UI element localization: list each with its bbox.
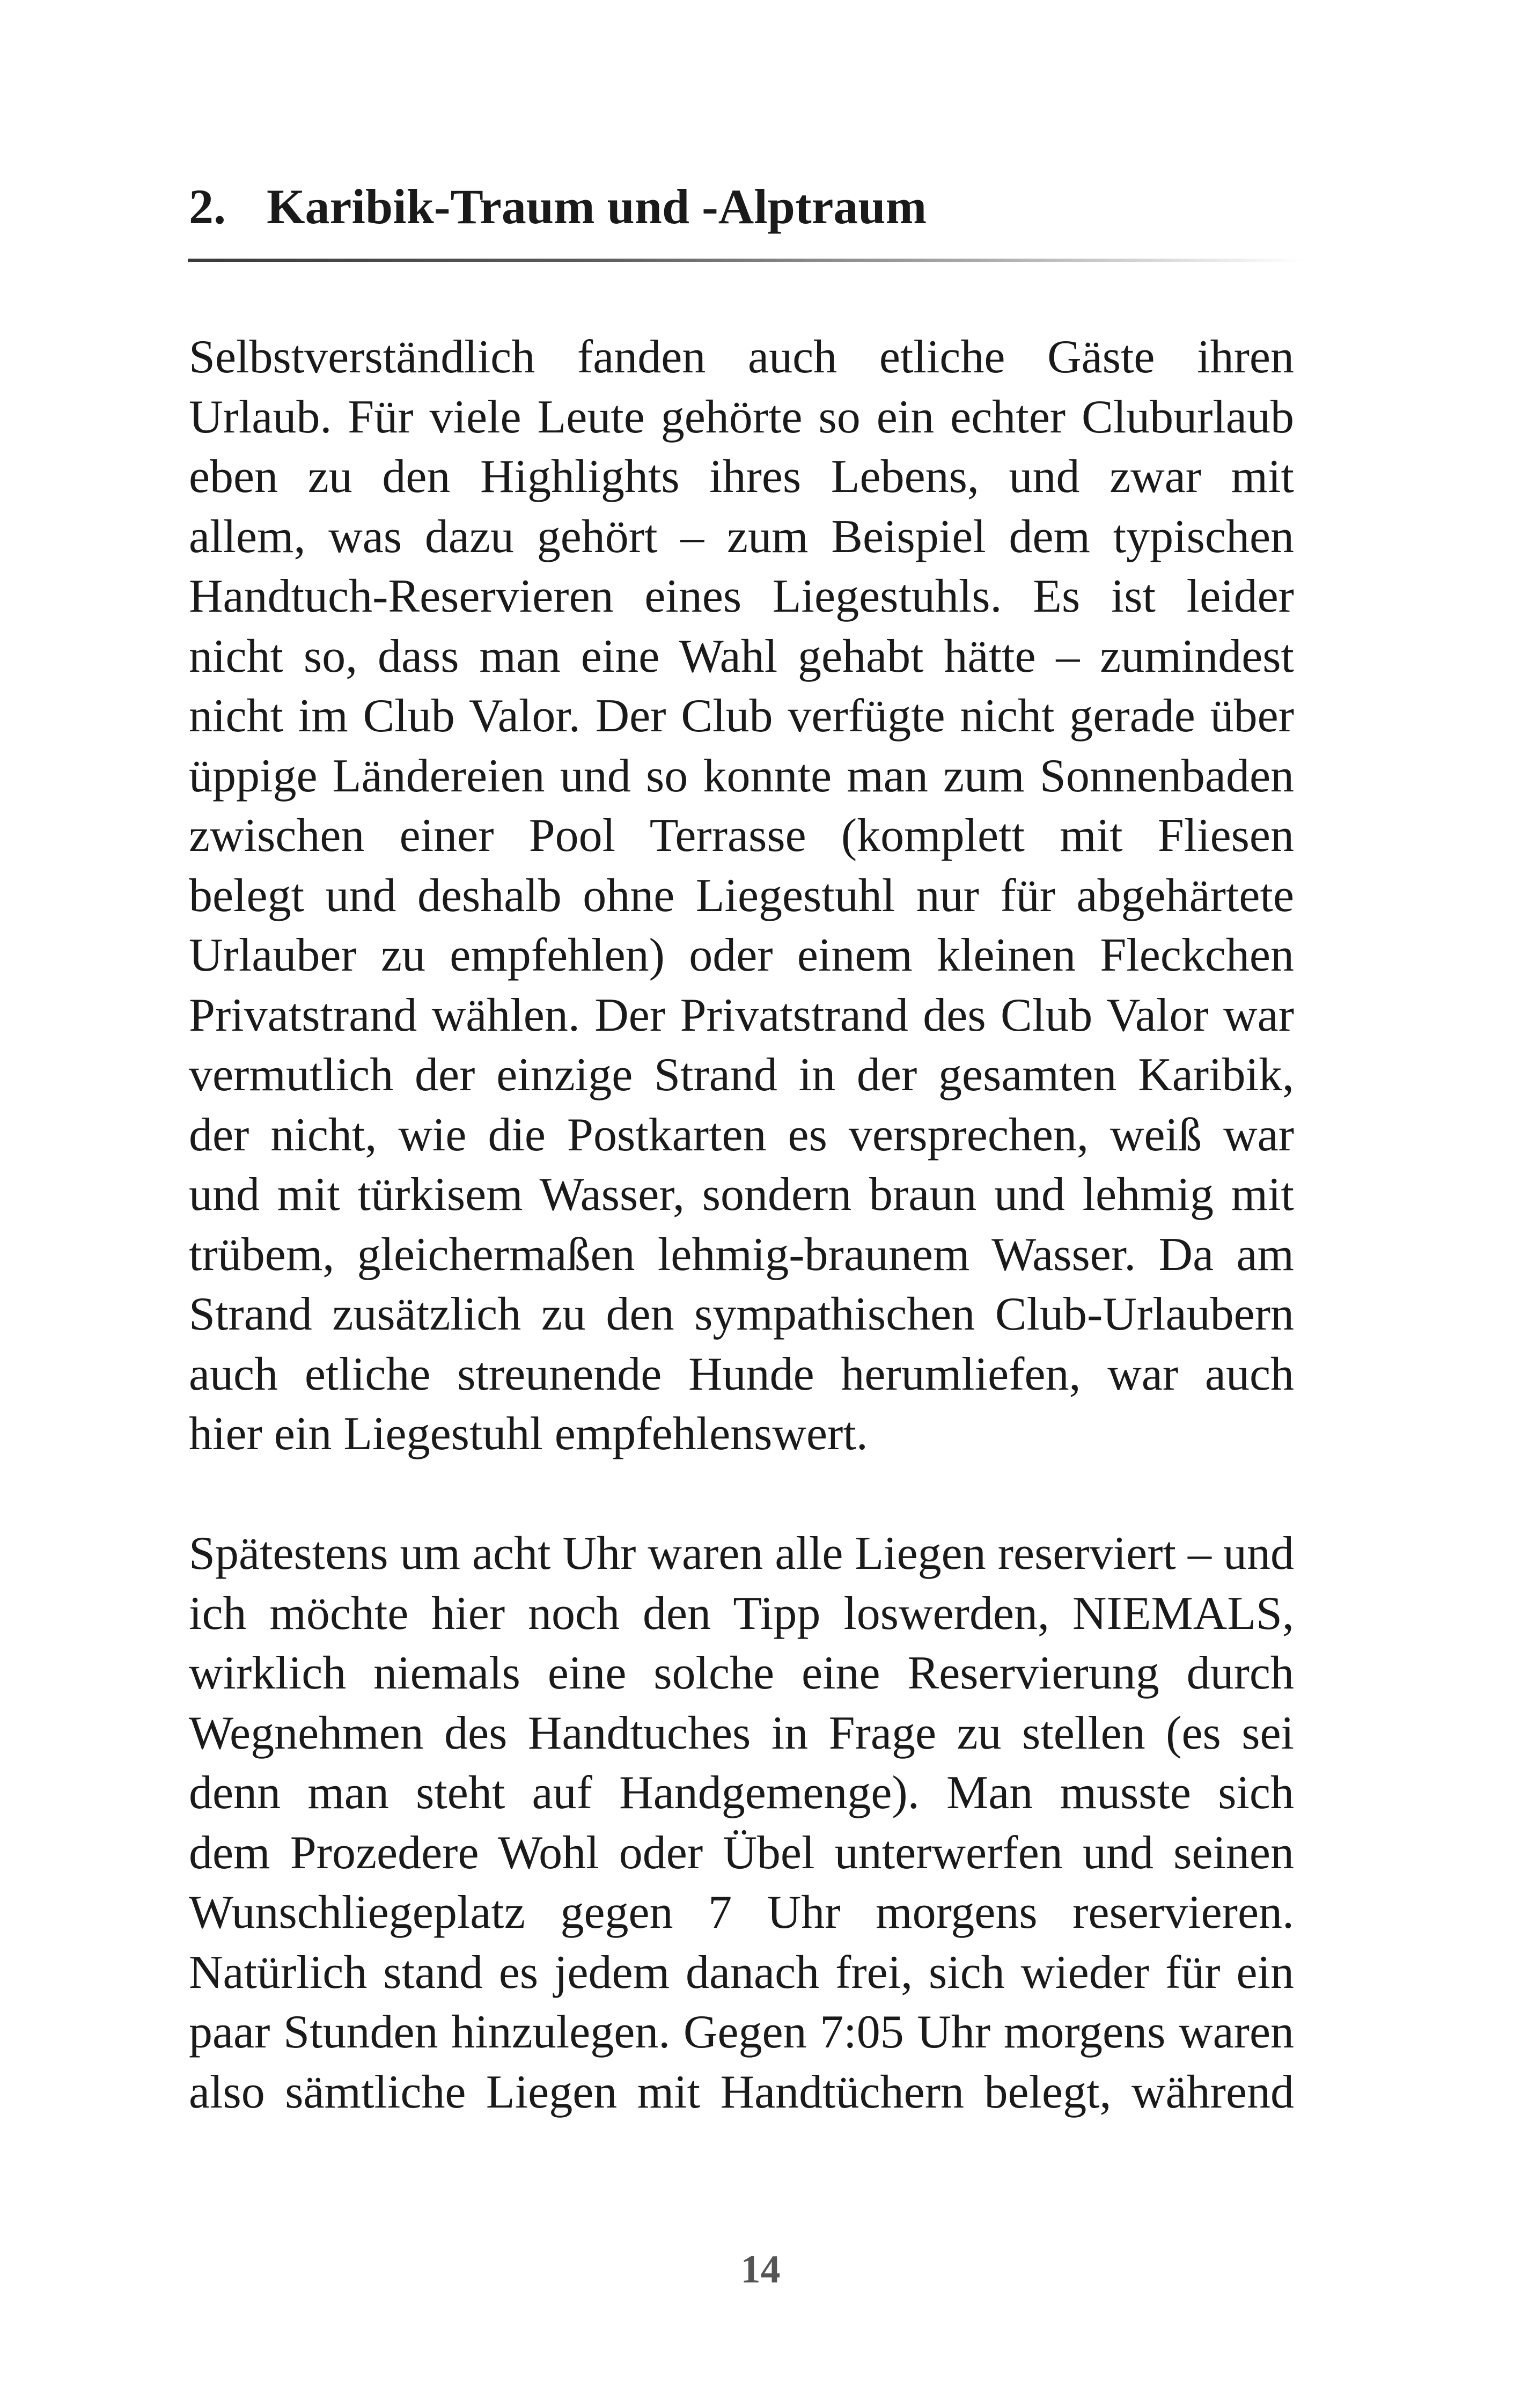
page-number: 14 — [740, 2248, 781, 2292]
text-line: wirklich niemals eine solche eine Reservierung durch — [189, 1647, 1294, 1699]
text-line: Natürlich stand es jedem danach frei, sich wieder für ein — [189, 1946, 1294, 1999]
text-line: Strand zusätzlich zu den sympathischen Club-Urlaubern — [189, 1288, 1294, 1340]
text-line: eben zu den Highlights ihres Lebens, und zwar mit — [189, 451, 1294, 503]
paragraph-2 — [189, 1524, 1294, 2122]
text-line: dem Prozedere Wohl oder Übel unterwerfen und seinen — [189, 1826, 1294, 1879]
text-line: Urlaub. Für viele Leute gehörte so ein echter Cluburlaub — [189, 391, 1294, 443]
chapter-number: 2. — [189, 179, 226, 234]
text-line: hier ein Liegestuhl empfehlenswert. — [189, 1408, 868, 1460]
paragraph-1 — [189, 327, 1294, 1464]
text-line: denn man steht auf Handgemenge). Man musste sich — [189, 1767, 1294, 1819]
heading-divider — [188, 259, 1304, 262]
text-line: ich möchte hier noch den Tipp loswerden, NIEMALS, — [189, 1587, 1294, 1640]
chapter-heading — [189, 172, 927, 241]
text-line: Wegnehmen des Handtuches in Frage zu stellen (es sei — [189, 1707, 1294, 1759]
text-line: nicht im Club Valor. Der Club verfügte nicht gerade über — [189, 690, 1294, 742]
text-line: belegt und deshalb ohne Liegestuhl nur für abgehärtete — [189, 869, 1294, 922]
text-line: Spätestens um acht Uhr waren alle Liegen reserviert – und — [189, 1528, 1294, 1580]
text-line: Privatstrand wählen. Der Privatstrand des Club Valor war — [189, 989, 1294, 1041]
text-line: Urlauber zu empfehlen) oder einem kleinen Fleckchen — [189, 929, 1294, 981]
text-line: und mit türkisem Wasser, sondern braun und lehmig mit — [189, 1169, 1294, 1221]
chapter-title: Karibik-Traum und -Alptraum — [267, 179, 927, 234]
text-line: trübem, gleichermaßen lehmig-braunem Wasser. Da am — [189, 1228, 1294, 1281]
text-line: paar Stunden hinzulegen. Gegen 7:05 Uhr morgens waren — [189, 2006, 1294, 2058]
text-line: nicht so, dass man eine Wahl gehabt hätte – zumindest — [189, 630, 1294, 682]
text-line: zwischen einer Pool Terrasse (komplett mit Fliesen — [189, 810, 1294, 862]
text-line: üppige Ländereien und so konnte man zum Sonnenbaden — [189, 750, 1294, 802]
text-line: also sämtliche Liegen mit Handtüchern belegt, während — [189, 2066, 1294, 2118]
text-line: Wunschliegeplatz gegen 7 Uhr morgens reservieren. — [189, 1886, 1294, 1939]
text-line: vermutlich der einzige Strand in der gesamten Karibik, — [189, 1049, 1294, 1101]
text-line: auch etliche streunende Hunde herumliefen, war auch — [189, 1348, 1294, 1400]
text-line: allem, was dazu gehört – zum Beispiel dem typischen — [189, 510, 1294, 563]
text-line: der nicht, wie die Postkarten es versprechen, weiß war — [189, 1108, 1294, 1161]
text-line: Selbstverständlich fanden auch etliche Gäste ihren — [189, 331, 1294, 383]
text-line: Handtuch-Reservieren eines Liegestuhls. Es ist leider — [189, 570, 1294, 622]
